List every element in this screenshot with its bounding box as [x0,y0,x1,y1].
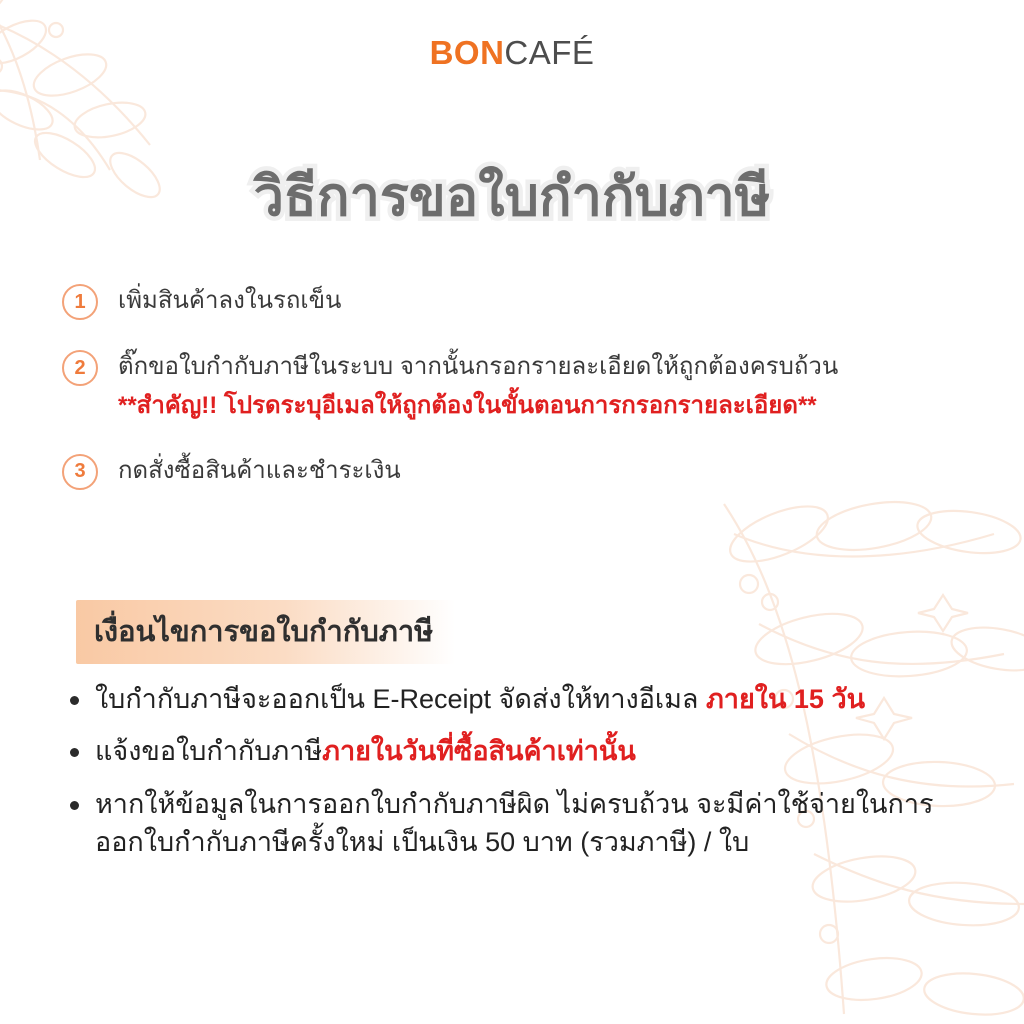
list-item [66,785,981,862]
brand-name-primary: BON [429,34,505,71]
brand-logo [0,34,1024,72]
list-item [62,282,972,320]
brand-name-secondary: CAFÉ [504,34,595,71]
step-text: ติ๊กขอใบกำกับภาษีในระบบ จากนั้นกรอกรายละเอียดให้ถูกต้องครบถ้วน [118,353,839,380]
page-title-container [0,160,1024,236]
step-important-note: **สำคัญ!! โปรดระบุอีเมลให้ถูกต้องในขั้นตอนการกรอกรายละเอียด** [118,391,817,419]
condition-text: แจ้งขอใบกำกับภาษี [95,736,323,767]
step-text-container [118,452,401,489]
step-text: เพิ่มสินค้าลงในรถเข็น [118,287,342,314]
conditions-title-container [76,600,455,664]
condition-text-container [95,732,636,770]
step-text: กดสั่งซื้อสินค้าและชำระเงิน [118,456,401,484]
bullet-dot-icon [70,748,79,757]
bullet-dot-icon [70,801,79,810]
condition-text: หากให้ข้อมูลในการออกใบกำกับภาษีผิด ไม่ครบถ้วน จะมีค่าใช้จ่ายในการออกใบกำกับภาษีครั้งใหม่ เป็นเงิน 50 บาท (รวมภาษี) / ใบ [95,788,934,857]
condition-highlight: ภายใน 15 วัน [705,684,866,714]
condition-text-container [95,785,981,862]
step-number-badge: 2 [62,350,98,386]
page-title: วิธีการขอใบกำกับภาษี [253,167,771,227]
step-number-badge: 1 [62,284,98,320]
list-item [62,348,972,424]
list-item [62,452,972,490]
conditions-title: เงื่อนไขการขอใบกำกับภาษี [76,600,455,664]
list-item [66,732,981,770]
condition-text: ใบกำกับภาษีจะออกเป็น E-Receipt จัดส่งให้ทางอีเมล [95,684,706,714]
steps-list [62,282,972,518]
conditions-list [66,680,981,875]
step-number-badge: 3 [62,454,98,490]
condition-text-container [95,680,865,718]
step-text-container [118,348,838,424]
step-text-container [118,282,341,319]
bullet-dot-icon [70,696,79,705]
list-item [66,680,981,718]
condition-highlight: ภายในวันที่ซื้อสินค้าเท่านั้น [322,736,636,767]
